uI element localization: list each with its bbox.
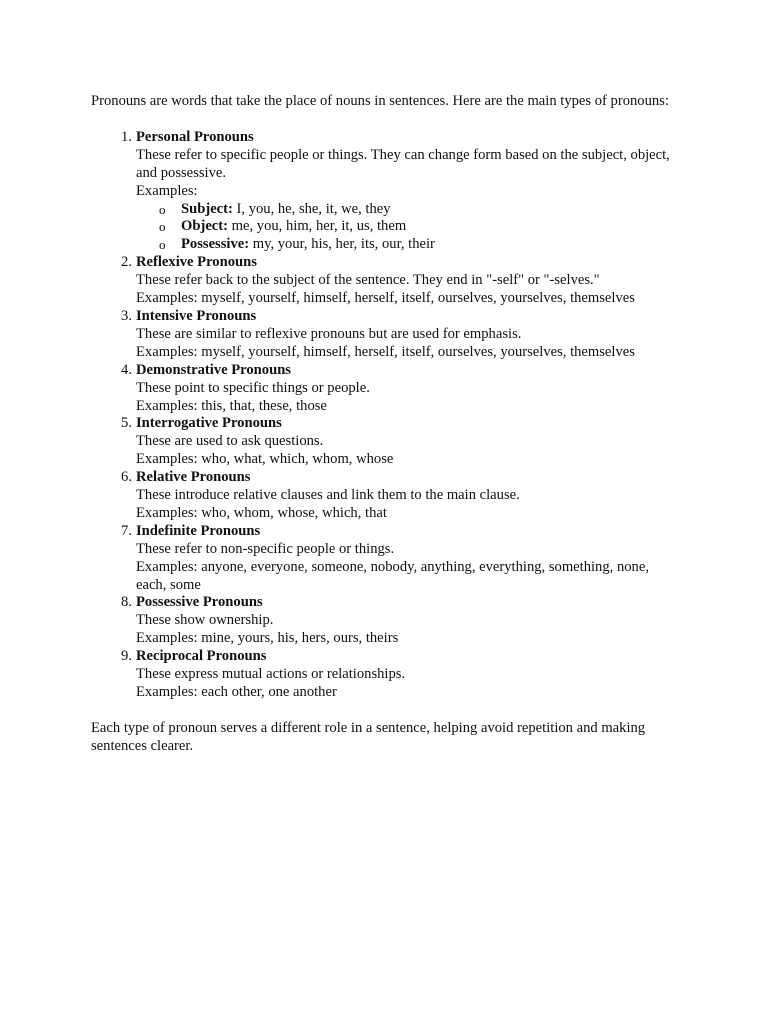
list-number: 9. bbox=[121, 648, 132, 665]
type-examples: Examples: who, what, which, whom, whose bbox=[136, 451, 394, 468]
bullet-marker: o bbox=[159, 219, 166, 235]
type-examples: Examples: this, that, these, those bbox=[136, 397, 327, 414]
type-name: Intensive Pronouns bbox=[136, 307, 257, 324]
list-item bbox=[121, 361, 681, 416]
sub-list-item bbox=[159, 236, 681, 254]
sub-item-label: Possessive: bbox=[181, 236, 250, 253]
type-examples: Examples: each other, one another bbox=[136, 684, 337, 700]
closing-paragraph: Each type of pronoun serves a different role in a sentence, helping avoid repetition and making sentences clearer. bbox=[91, 719, 646, 754]
sub-list bbox=[136, 201, 681, 255]
list-item bbox=[121, 648, 681, 702]
type-examples: Examples: myself, yourself, himself, herself, itself, ourselves, yourselves, themselves bbox=[136, 290, 635, 307]
type-name: Interrogative Pronouns bbox=[136, 415, 282, 432]
type-examples: Examples: who, whom, whose, which, that bbox=[136, 504, 387, 521]
sub-item-text: me, you, him, her, it, us, them bbox=[228, 218, 407, 235]
sub-list-item bbox=[159, 218, 681, 236]
sub-item-label: Object: bbox=[181, 218, 229, 235]
sub-item-text: my, your, his, her, its, our, their bbox=[249, 236, 435, 253]
list-number: 5. bbox=[121, 415, 132, 432]
list-item bbox=[121, 128, 681, 254]
list-number: 7. bbox=[121, 522, 132, 539]
list-item bbox=[121, 254, 681, 308]
bullet-marker: o bbox=[159, 201, 166, 217]
type-name: Reflexive Pronouns bbox=[136, 254, 257, 271]
list-number: 8. bbox=[121, 594, 132, 611]
list-number: 2. bbox=[121, 254, 132, 271]
type-description: These refer to non-specific people or things. bbox=[136, 540, 395, 557]
type-description: These are used to ask questions. bbox=[136, 433, 324, 450]
intro-paragraph: Pronouns are words that take the place of nouns in sentences. Here are the main types of pronouns: bbox=[91, 93, 669, 109]
bullet-marker: o bbox=[159, 237, 166, 253]
type-examples: Examples: myself, yourself, himself, herself, itself, ourselves, yourselves, themselves bbox=[136, 343, 635, 360]
list-number: 4. bbox=[121, 361, 132, 378]
type-description: These refer to specific people or things. They can change form based on the subject, object, and possessive. bbox=[136, 146, 670, 181]
type-description: These are similar to reflexive pronouns but are used for emphasis. bbox=[136, 325, 522, 342]
sub-list-item bbox=[159, 200, 681, 219]
type-name: Relative Pronouns bbox=[136, 469, 251, 486]
pronoun-types-list bbox=[91, 129, 681, 702]
list-item bbox=[121, 307, 681, 362]
list-item bbox=[121, 522, 681, 595]
type-description: These express mutual actions or relationships. bbox=[136, 666, 406, 683]
type-description: These refer back to the subject of the sentence. They end in "-self" or "-selves." bbox=[136, 272, 600, 289]
type-name: Possessive Pronouns bbox=[136, 594, 263, 611]
sub-item-label: Subject: bbox=[181, 200, 233, 217]
list-item bbox=[121, 415, 681, 469]
type-name: Indefinite Pronouns bbox=[136, 522, 261, 539]
list-number: 3. bbox=[121, 307, 132, 324]
type-name: Reciprocal Pronouns bbox=[136, 648, 267, 665]
list-item bbox=[121, 469, 681, 523]
type-examples: Examples: mine, yours, his, hers, ours, theirs bbox=[136, 630, 399, 647]
type-description: These point to specific things or people. bbox=[136, 379, 370, 396]
type-name: Personal Pronouns bbox=[136, 128, 254, 145]
list-number: 1. bbox=[121, 128, 132, 145]
examples-heading: Examples: bbox=[136, 182, 198, 199]
sub-item-text: I, you, he, she, it, we, they bbox=[232, 200, 391, 217]
list-item bbox=[121, 594, 681, 648]
list-number: 6. bbox=[121, 469, 132, 486]
type-examples: Examples: anyone, everyone, someone, nobody, anything, everything, something, none, each, some bbox=[136, 558, 649, 593]
type-description: These show ownership. bbox=[136, 612, 274, 629]
type-description: These introduce relative clauses and link them to the main clause. bbox=[136, 487, 520, 504]
type-name: Demonstrative Pronouns bbox=[136, 361, 291, 378]
document-page bbox=[91, 93, 681, 756]
